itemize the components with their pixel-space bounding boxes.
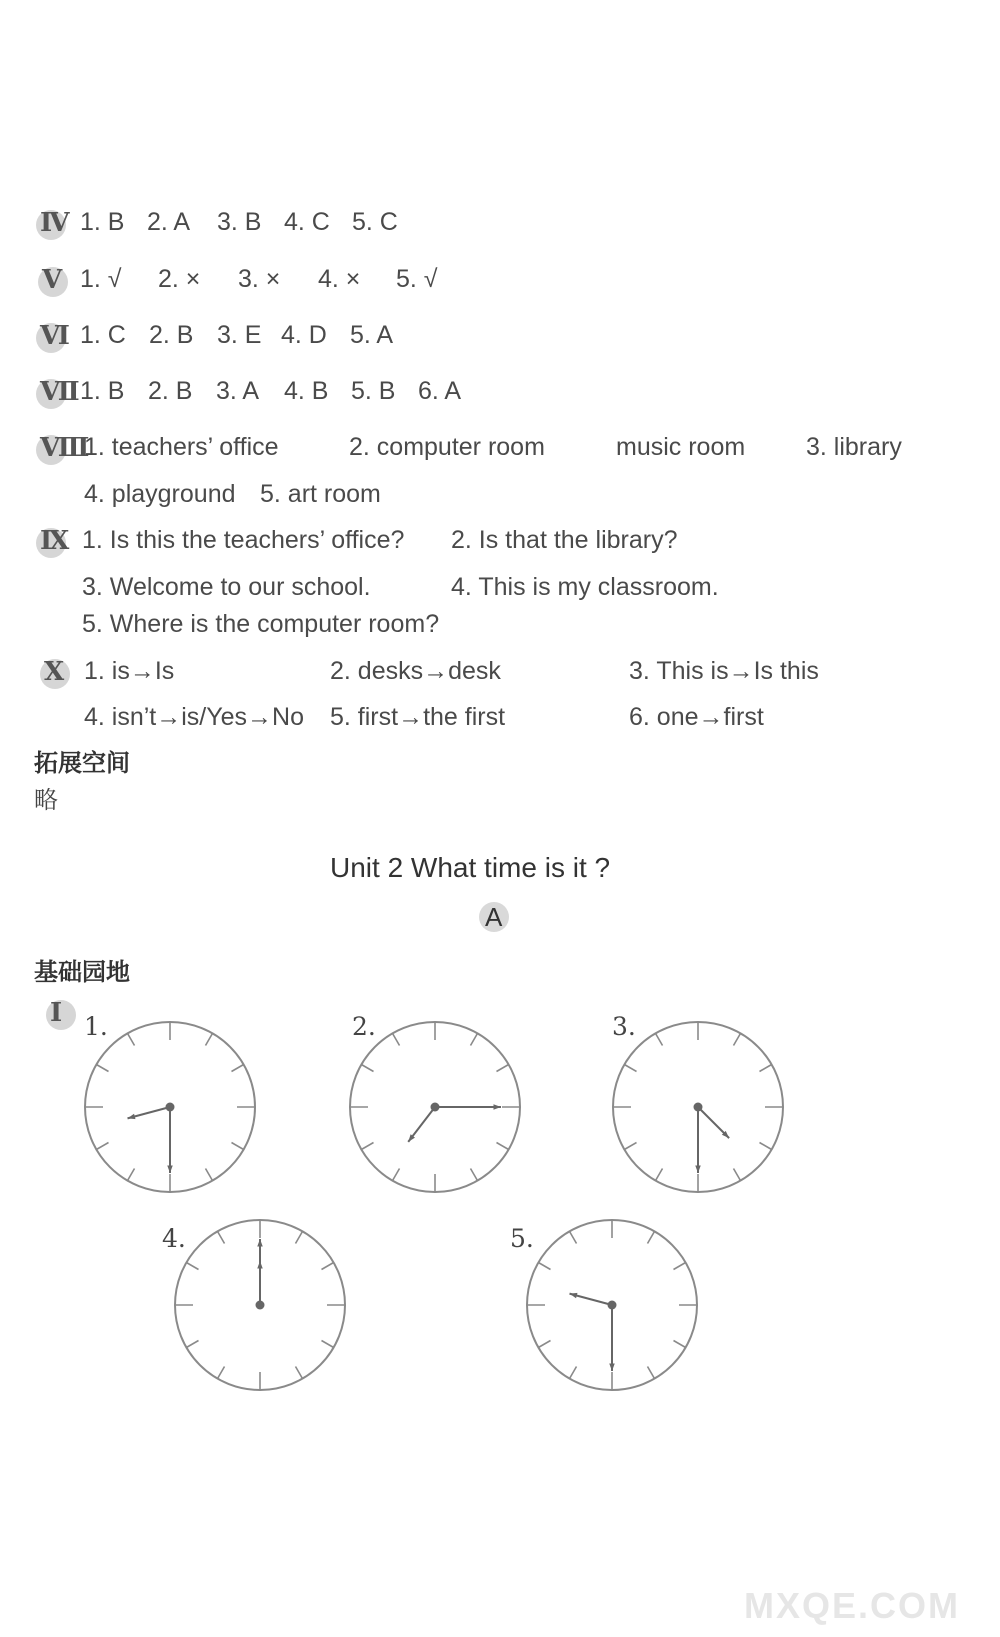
numeral-x: Ⅹ xyxy=(44,657,63,687)
clock-tick xyxy=(734,1033,741,1045)
clock-tick xyxy=(96,1065,108,1072)
clock-2 xyxy=(348,1020,522,1194)
clock-label: 5. xyxy=(510,1224,534,1253)
clock-tick xyxy=(128,1033,135,1045)
answer: 4. playground xyxy=(84,480,236,508)
clock-center xyxy=(256,1301,265,1310)
answer: 4. B xyxy=(284,377,329,405)
clock-tick xyxy=(496,1065,508,1072)
clock-label: 1. xyxy=(84,1012,108,1041)
clock-tick xyxy=(734,1168,741,1180)
answer: 5. C xyxy=(352,208,398,236)
part-label: A xyxy=(485,902,503,932)
clock-tick xyxy=(656,1168,663,1180)
clock-tick xyxy=(361,1143,373,1150)
answer: 3. E xyxy=(217,321,262,349)
answer: 2. Is that the library? xyxy=(451,526,678,554)
numeral-vii: Ⅶ xyxy=(40,377,78,407)
clock-tick xyxy=(570,1231,577,1243)
clock-tick xyxy=(673,1263,685,1270)
clock-tick xyxy=(471,1033,478,1045)
clock-center xyxy=(166,1103,175,1112)
numeral-ix: Ⅸ xyxy=(40,526,68,556)
clock-tick xyxy=(206,1033,213,1045)
clock-label: 2. xyxy=(352,1012,376,1041)
hour-hand-tip xyxy=(569,1293,577,1298)
answer: 2. B xyxy=(149,321,194,349)
answer: 6. one→first xyxy=(629,703,764,731)
answer: 5. A xyxy=(350,321,394,349)
numeral-i: Ⅰ xyxy=(50,998,61,1028)
answer: 5. art room xyxy=(260,480,381,508)
answer: 1. √ xyxy=(80,265,122,293)
answer: 5. B xyxy=(351,377,396,405)
answer: 4. × xyxy=(318,265,361,293)
answer: 3. A xyxy=(216,377,260,405)
clock-tick xyxy=(759,1143,771,1150)
clock-tick xyxy=(656,1033,663,1045)
clock-1 xyxy=(83,1020,257,1194)
answer: 3. × xyxy=(238,265,281,293)
clock-5 xyxy=(525,1218,699,1392)
answer: 5. Where is the computer room? xyxy=(82,610,440,638)
clock-tick xyxy=(321,1341,333,1348)
extension-content: 略 xyxy=(34,786,58,814)
clock-tick xyxy=(231,1065,243,1072)
clock-center xyxy=(694,1103,703,1112)
answer: 2. A xyxy=(147,208,191,236)
answer: 2. computer room xyxy=(349,433,545,461)
clock-tick xyxy=(648,1231,655,1243)
answer: 2. × xyxy=(158,265,201,293)
answer: 6. A xyxy=(418,377,462,405)
clock-center xyxy=(431,1103,440,1112)
clock-tick xyxy=(471,1168,478,1180)
clock-label: 4. xyxy=(162,1224,186,1253)
clock-tick xyxy=(186,1263,198,1270)
clock-tick xyxy=(296,1231,303,1243)
answer: 1. B xyxy=(80,208,125,236)
answer: 2. desks→desk xyxy=(330,657,501,685)
clock-tick xyxy=(624,1143,636,1150)
minute-hand-tip xyxy=(493,1104,501,1109)
clock-3 xyxy=(611,1020,785,1194)
clock-tick xyxy=(538,1263,550,1270)
answer: 1. Is this the teachers’ office? xyxy=(82,526,405,554)
answer: music room xyxy=(616,433,746,461)
clock-tick xyxy=(321,1263,333,1270)
clock-tick xyxy=(570,1366,577,1378)
minute-hand-tip xyxy=(609,1363,614,1371)
answer: 4. This is my classroom. xyxy=(451,573,719,601)
clock-tick xyxy=(361,1065,373,1072)
clock-tick xyxy=(231,1143,243,1150)
clock-center xyxy=(608,1301,617,1310)
answer: 5. first→the first xyxy=(330,703,506,731)
answer: 3. Welcome to our school. xyxy=(82,573,371,601)
numeral-v: Ⅴ xyxy=(42,265,61,295)
basics-heading: 基础园地 xyxy=(34,958,130,986)
clock-tick xyxy=(96,1143,108,1150)
answer: 4. D xyxy=(281,321,327,349)
clock-tick xyxy=(538,1341,550,1348)
answer: 5. √ xyxy=(396,265,438,293)
answer: 2. B xyxy=(148,377,193,405)
extension-heading: 拓展空间 xyxy=(34,749,130,777)
clock-4 xyxy=(173,1218,347,1392)
minute-hand-tip xyxy=(167,1165,172,1173)
answer: 1. B xyxy=(80,377,125,405)
answer: 1. is→Is xyxy=(84,657,175,685)
hour-hand-tip xyxy=(127,1114,135,1119)
answer: 3. B xyxy=(217,208,262,236)
clock-tick xyxy=(218,1366,225,1378)
minute-hand-tip xyxy=(257,1239,262,1247)
clock-tick xyxy=(128,1168,135,1180)
answer: 1. teachers’ office xyxy=(84,433,279,461)
minute-hand-tip xyxy=(695,1165,700,1173)
clock-tick xyxy=(393,1168,400,1180)
answer: 1. C xyxy=(80,321,126,349)
clock-tick xyxy=(186,1341,198,1348)
clock-tick xyxy=(673,1341,685,1348)
clock-tick xyxy=(759,1065,771,1072)
numeral-iv: Ⅳ xyxy=(40,208,68,238)
clock-tick xyxy=(393,1033,400,1045)
numeral-vi: Ⅵ xyxy=(40,321,68,351)
clock-tick xyxy=(206,1168,213,1180)
clock-tick xyxy=(648,1366,655,1378)
clock-tick xyxy=(296,1366,303,1378)
clock-tick xyxy=(624,1065,636,1072)
numeral-viii: Ⅷ xyxy=(40,433,88,463)
answer: 4. isn’t→is/Yes→No xyxy=(84,703,304,731)
answer: 4. C xyxy=(284,208,330,236)
answer: 3. library xyxy=(806,433,902,461)
answer: 3. This is→Is this xyxy=(629,657,819,685)
clock-tick xyxy=(218,1231,225,1243)
clock-label: 3. xyxy=(612,1012,636,1041)
clock-tick xyxy=(496,1143,508,1150)
hour-hand-tip xyxy=(257,1261,262,1269)
unit-title: Unit 2 What time is it ? xyxy=(330,852,611,883)
watermark: MXQE.COM xyxy=(743,1585,960,1626)
